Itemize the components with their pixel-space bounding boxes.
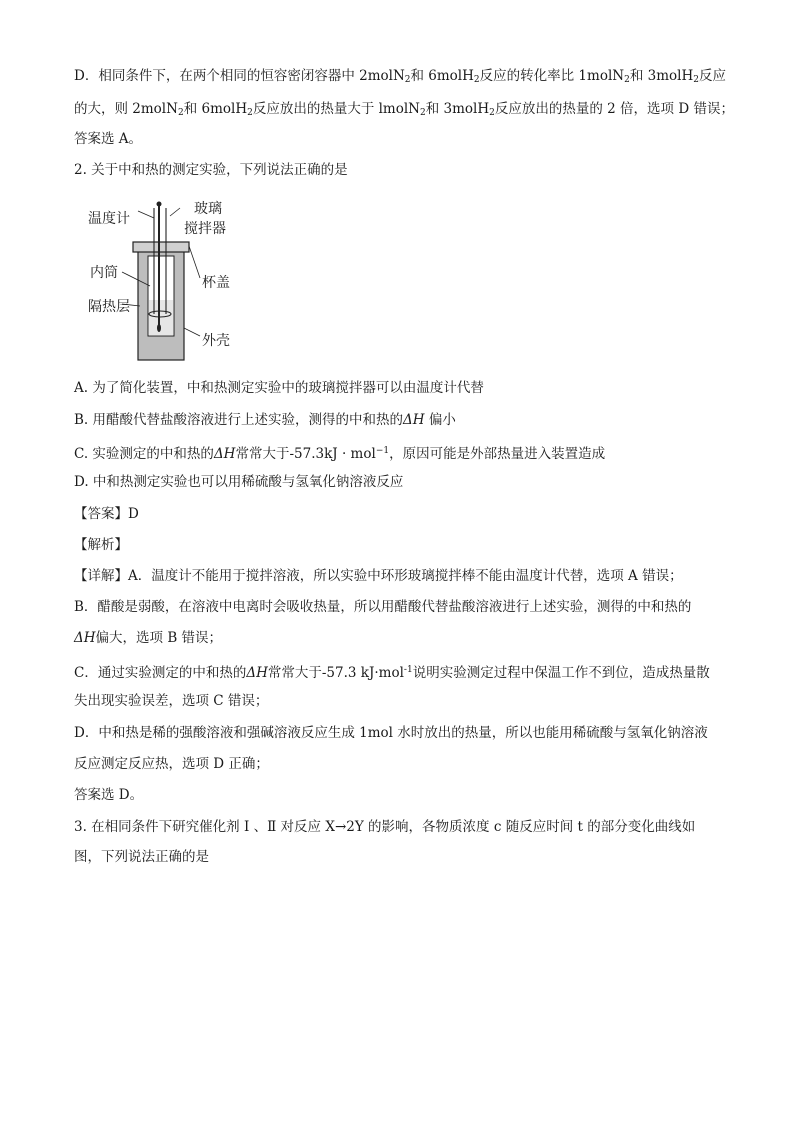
prev-answer: 答案选 A。 (74, 131, 143, 147)
prev-option-d-line1: D．相同条件下，在两个相同的恒容密闭容器中 2molN$_2$和 6molH$_2$反应的转化率比 1molN$_2$和 3molH$_2$反应 (74, 68, 726, 85)
q2-option-c: C. 实验测定的中和热的ΔH常常大于-57.3kJ · mol$^{-1}$，原因可能是外部热量进入装置造成 (74, 446, 606, 462)
label-stirrer-1: 玻璃 (194, 201, 222, 217)
q2-analysis-b2: ΔH偏大，选项 B 错误； (74, 630, 223, 646)
q2-answer: 【答案】D (74, 506, 139, 522)
prev-option-d-line2: 的大，则 2molN$_2$和 6molH$_2$反应放出的热量大于 lmolN$_2$和 3molH$_2$反应放出的热量的 2 倍，选项 D 错误； (74, 101, 734, 118)
q2-analysis-d1: D．中和热是稀的强酸溶液和强碱溶液反应生成 1mol 水时放出的热量，所以也能用稀硫酸与氢氧化钠溶液 (74, 725, 708, 741)
label-inner-cup: 内筒 (90, 265, 118, 281)
q2-analysis-d2: 反应测定反应热，选项 D 正确； (74, 756, 269, 772)
q3-stem-line1: 3. 在相同条件下研究催化剂 Ⅰ 、Ⅱ 对反应 X→2Y 的影响，各物质浓度 c 随反应时间 t 的部分变化曲线如 (74, 819, 696, 835)
q2-analysis-label: 【解析】 (74, 537, 128, 553)
q2-analysis-c2: 失出现实验误差，选项 C 错误； (74, 693, 269, 709)
label-insulation: 隔热层 (88, 299, 130, 315)
calorimeter-figure (88, 196, 248, 364)
q2-analysis-b1: B．醋酸是弱酸，在溶液中电离时会吸收热量，所以用醋酸代替盐酸溶液进行上述实验，测得的中和热的 (74, 599, 692, 615)
q2-option-a: A. 为了简化装置，中和热测定实验中的玻璃搅拌器可以由温度计代替 (74, 380, 484, 396)
label-lid: 杯盖 (202, 275, 230, 291)
q2-analysis-a: 【详解】A．温度计不能用于搅拌溶液，所以实验中环形玻璃搅拌棒不能由温度计代替，选项 A 错误； (74, 568, 683, 584)
q2-analysis-c1: C．通过实验测定的中和热的ΔH常常大于-57.3 kJ·mol$^{-1}$说明实验测定过程中保温工作不到位，造成热量散 (74, 665, 710, 681)
q2-stem: 2. 关于中和热的测定实验，下列说法正确的是 (74, 162, 348, 178)
label-thermometer: 温度计 (88, 211, 130, 227)
q2-final-answer: 答案选 D。 (74, 787, 144, 803)
q2-option-d: D. 中和热测定实验也可以用稀硫酸与氢氧化钠溶液反应 (74, 474, 404, 490)
q3-stem-line2: 图，下列说法正确的是 (74, 849, 209, 865)
label-stirrer-2: 搅拌器 (184, 221, 226, 237)
label-shell: 外壳 (202, 333, 230, 349)
q2-option-b: B. 用醋酸代替盐酸溶液进行上述实验，测得的中和热的ΔH 偏小 (74, 412, 456, 428)
